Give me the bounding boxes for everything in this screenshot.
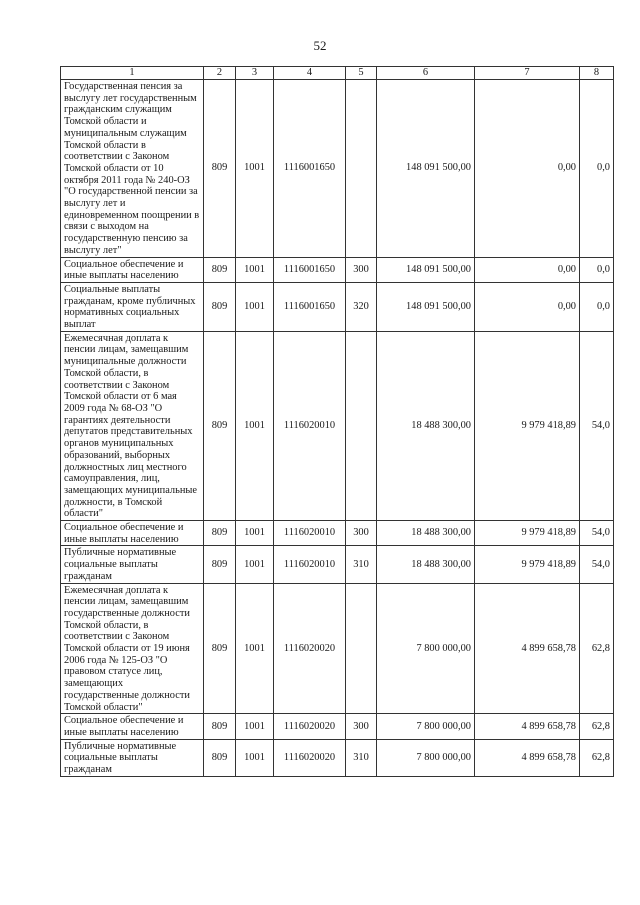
table-row (61, 521, 614, 546)
ved-cell: 809 (204, 714, 236, 739)
header-col-1: 1 (61, 67, 204, 80)
budget-table (60, 66, 614, 777)
csr-cell: 1116001650 (274, 80, 346, 258)
ved-cell: 809 (204, 583, 236, 714)
vr-cell (346, 331, 377, 520)
row-name-cell: Социальное обеспечение и иные выплаты населению (61, 521, 204, 546)
header-col-7: 7 (475, 67, 580, 80)
csr-cell: 1116020010 (274, 521, 346, 546)
table-row (61, 583, 614, 714)
fact-cell: 4 899 658,78 (475, 714, 580, 739)
table-row (61, 257, 614, 282)
csr-cell: 1116020020 (274, 583, 346, 714)
table-row (61, 282, 614, 331)
percent-cell: 54,0 (580, 521, 614, 546)
row-name-cell: Социальное обеспечение и иные выплаты населению (61, 257, 204, 282)
rzpr-cell: 1001 (236, 257, 274, 282)
ved-cell: 809 (204, 282, 236, 331)
plan-cell: 148 091 500,00 (377, 80, 475, 258)
page-number: 52 (313, 38, 327, 53)
table-row (61, 739, 614, 776)
csr-cell: 1116020020 (274, 739, 346, 776)
plan-cell: 7 800 000,00 (377, 739, 475, 776)
plan-cell: 148 091 500,00 (377, 257, 475, 282)
row-name-cell: Публичные нормативные социальные выплаты гражданам (61, 546, 204, 583)
plan-cell: 7 800 000,00 (377, 714, 475, 739)
vr-cell (346, 583, 377, 714)
row-name-cell: Социальные выплаты гражданам, кроме публичных нормативных социальных выплат (61, 282, 204, 331)
ved-cell: 809 (204, 80, 236, 258)
ved-cell: 809 (204, 331, 236, 520)
fact-cell: 4 899 658,78 (475, 739, 580, 776)
fact-cell: 9 979 418,89 (475, 521, 580, 546)
vr-cell: 310 (346, 546, 377, 583)
row-name-cell: Ежемесячная доплата к пенсии лицам, замещавшим государственные должности Томской области, в соответствии с Законом Томской области от 19 июня 2006 года № 125-ОЗ "О правовом статусе лиц, замещающих государственные должности Томской области" (61, 583, 204, 714)
ved-cell: 809 (204, 521, 236, 546)
csr-cell: 1116001650 (274, 282, 346, 331)
csr-cell: 1116020020 (274, 714, 346, 739)
rzpr-cell: 1001 (236, 282, 274, 331)
percent-cell: 54,0 (580, 331, 614, 520)
fact-cell: 4 899 658,78 (475, 583, 580, 714)
plan-cell: 18 488 300,00 (377, 546, 475, 583)
vr-cell: 300 (346, 714, 377, 739)
fact-cell: 9 979 418,89 (475, 331, 580, 520)
rzpr-cell: 1001 (236, 521, 274, 546)
csr-cell: 1116020010 (274, 331, 346, 520)
header-col-3: 3 (236, 67, 274, 80)
vr-cell: 300 (346, 257, 377, 282)
csr-cell: 1116001650 (274, 257, 346, 282)
vr-cell: 310 (346, 739, 377, 776)
ved-cell: 809 (204, 739, 236, 776)
table-row (61, 546, 614, 583)
header-col-8: 8 (580, 67, 614, 80)
plan-cell: 18 488 300,00 (377, 331, 475, 520)
percent-cell: 62,8 (580, 583, 614, 714)
rzpr-cell: 1001 (236, 583, 274, 714)
percent-cell: 0,0 (580, 257, 614, 282)
header-col-6: 6 (377, 67, 475, 80)
plan-cell: 18 488 300,00 (377, 521, 475, 546)
row-name-cell: Государственная пенсия за выслугу лет государственным гражданским служащим Томской области и муниципальным служащим Томской области в соответствии с Законом Томской области от 10 октября 2011 года № 240-ОЗ "О государственной пенсии за выслугу лет и единовременном поощрении в связи с выходом на государственную пенсию за выслугу лет" (61, 80, 204, 258)
row-name-cell: Публичные нормативные социальные выплаты гражданам (61, 739, 204, 776)
percent-cell: 0,0 (580, 80, 614, 258)
vr-cell: 320 (346, 282, 377, 331)
rzpr-cell: 1001 (236, 546, 274, 583)
percent-cell: 0,0 (580, 282, 614, 331)
header-col-5: 5 (346, 67, 377, 80)
fact-cell: 9 979 418,89 (475, 546, 580, 583)
header-col-4: 4 (274, 67, 346, 80)
ved-cell: 809 (204, 546, 236, 583)
table-row (61, 80, 614, 258)
fact-cell: 0,00 (475, 80, 580, 258)
row-name-cell: Ежемесячная доплата к пенсии лицам, замещавшим муниципальные должности Томской области, в соответствии с Законом Томской области от 6 мая 2009 года № 68-ОЗ "О гарантиях деятельности депутатов представительных органов муниципальных образований, выборных должностных лиц местного самоуправления, лиц, замещающих муниципальные должности, в Томской области" (61, 331, 204, 520)
row-name-cell: Социальное обеспечение и иные выплаты населению (61, 714, 204, 739)
percent-cell: 62,8 (580, 714, 614, 739)
vr-cell: 300 (346, 521, 377, 546)
table-header-row (61, 67, 614, 80)
table-row (61, 714, 614, 739)
rzpr-cell: 1001 (236, 80, 274, 258)
rzpr-cell: 1001 (236, 714, 274, 739)
percent-cell: 62,8 (580, 739, 614, 776)
percent-cell: 54,0 (580, 546, 614, 583)
table-row (61, 331, 614, 520)
ved-cell: 809 (204, 257, 236, 282)
plan-cell: 7 800 000,00 (377, 583, 475, 714)
rzpr-cell: 1001 (236, 739, 274, 776)
fact-cell: 0,00 (475, 282, 580, 331)
vr-cell (346, 80, 377, 258)
csr-cell: 1116020010 (274, 546, 346, 583)
rzpr-cell: 1001 (236, 331, 274, 520)
header-col-2: 2 (204, 67, 236, 80)
fact-cell: 0,00 (475, 257, 580, 282)
plan-cell: 148 091 500,00 (377, 282, 475, 331)
